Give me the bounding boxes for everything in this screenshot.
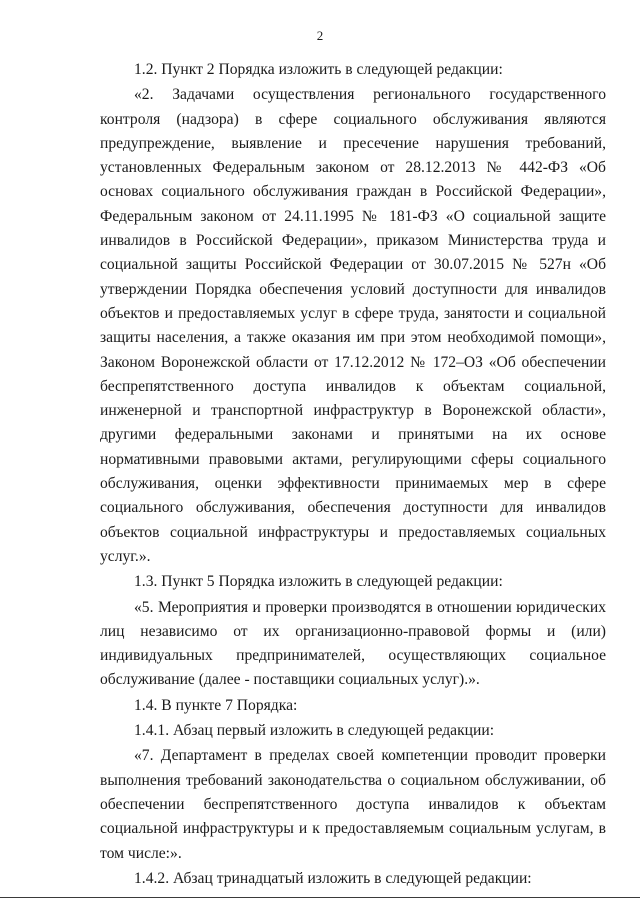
paragraph-quote-5: «5. Мероприятия и проверки производятся в отношении юридических лиц независимо от их организационно-правовой формы и (или) индивидуальных предпринимателей, осуществляющих социальное обслуживание (далее - поставщики социальных услуг).». [100,598,606,689]
paragraph-1-4: 1.4. В пункте 7 Порядка: [134,696,298,714]
paragraph-1-2: 1.2. Пункт 2 Порядка изложить в следующей редакции: [134,61,503,78]
document-body [100,58,606,892]
paragraph-quote-2: «2. Задачами осуществления регионального государственного контроля (надзора) в сфере социального обслуживания являются предупреждение, выявление и пресечение нарушения требований, установленных Федеральным законом от 28.12.2013 № 442-ФЗ «Об основах социального обслуживания граждан в Российской Федерации», Федеральным законом от 24.11.1995 № 181-ФЗ «О социальной защите инвалидов в Российской Федерации», приказом Министерства труда и социальной защиты Российской Федерации от 30.07.2015 № 527н «Об утверждении Порядка обеспечения условий доступности для инвалидов объектов и предоставляемых услуг в сфере труда, занятости и социальной защиты населения, а также оказания им при этом необходимой помощи», Законом Воронежской области от 17.12.2012 № 172–ОЗ «Об обеспечении беспрепятственного доступа инвалидов к объектам социальной, инженерной и транспортной инфраструктур в Воронежской области», другими федеральными законами и принятыми на их основе нормативными правовыми актами, регулирующими сферы социального обслуживания, оценки эффективности принимаемых мер в сфере социального обслуживания, обеспечения доступности для инвалидов объектов социальной инфраструктуры и предоставляемых социальных услуг.». [100,86,606,565]
page-bottom-edge-line [0,897,640,898]
paragraph-1-4-2: 1.4.2. Абзац тринадцатый изложить в следующей редакции: [134,869,532,887]
paragraph-1-3: 1.3. Пункт 5 Порядка изложить в следующей редакции: [134,573,503,591]
paragraph-1-4-1: 1.4.1. Абзац первый изложить в следующей редакции: [134,722,495,740]
page-number: 2 [316,28,324,43]
paragraph-quote-7: «7. Департамент в пределах своей компетенции проводит проверки выполнения требований законодательства о социальном обслуживании, об обеспечении беспрепятственного доступа инвалидов к объектам социальной инфраструктуры и к предоставляемым социальным услугам, в том числе:». [100,747,606,862]
